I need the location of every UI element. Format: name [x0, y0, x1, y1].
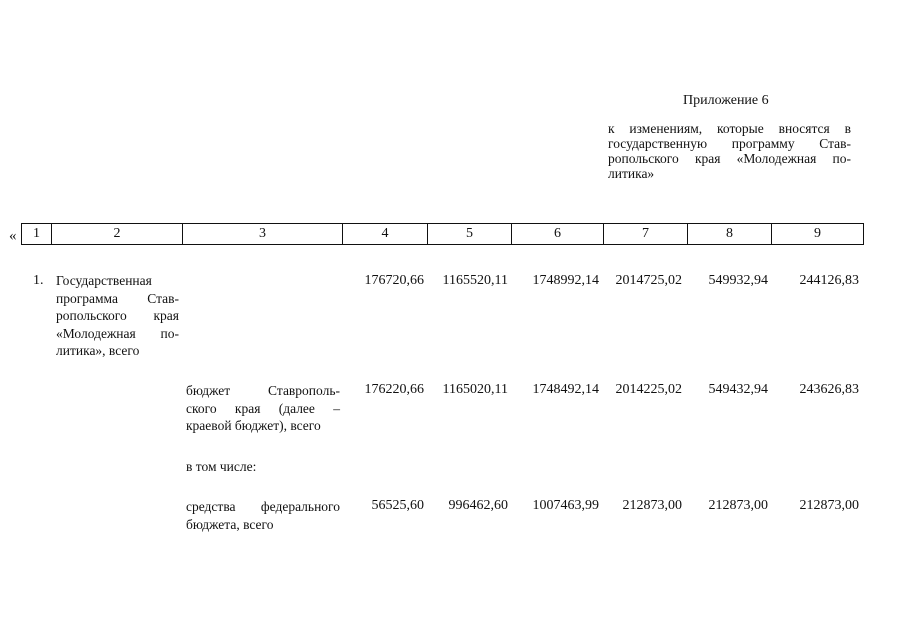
column-number-header: [21, 223, 864, 245]
value-cell: 1007463,99: [532, 498, 599, 513]
value-cell: 549432,94: [708, 382, 768, 397]
funding-source-line: бюджет Ставрополь-: [186, 383, 340, 398]
appendix-subtitle-line: к изменениям, которые вносятся в: [608, 121, 851, 136]
funding-source: [186, 382, 340, 435]
value-cell: 212873,00: [622, 498, 682, 513]
funding-source-line: бюджета, всего: [186, 516, 274, 532]
program-name-line: Государственная: [56, 273, 152, 288]
row-index: 1.: [33, 273, 44, 288]
value-cell: 212873,00: [708, 498, 768, 513]
appendix-subtitle: [608, 121, 851, 181]
funding-source-line: ского края (далее –: [186, 400, 340, 416]
column-number: 4: [343, 224, 428, 245]
column-number: 6: [512, 224, 604, 245]
program-name-line: программа Став-: [56, 290, 179, 306]
value-cell: 1165020,11: [442, 382, 508, 397]
value-cell: 244126,83: [799, 273, 859, 288]
opening-quote: «: [9, 228, 17, 244]
program-name-line: литика», всего: [56, 343, 140, 358]
value-cell: 2014725,02: [615, 273, 682, 288]
program-name-line: «Молодежная по-: [56, 325, 179, 341]
appendix-subtitle-line: литика»: [608, 166, 655, 181]
column-number: 5: [428, 224, 512, 245]
appendix-title: Приложение 6: [683, 93, 769, 108]
column-number: 2: [52, 224, 183, 245]
column-number: 7: [604, 224, 688, 245]
value-cell: 549932,94: [708, 273, 768, 288]
funding-source: [186, 498, 340, 533]
value-cell: 996462,60: [448, 498, 508, 513]
value-cell: 1748492,14: [532, 382, 599, 397]
column-number: 9: [772, 224, 864, 245]
value-cell: 212873,00: [799, 498, 859, 513]
funding-source-line: краевой бюджет), всего: [186, 418, 321, 433]
column-number: 8: [688, 224, 772, 245]
program-name-line: ропольского края: [56, 308, 179, 323]
column-number: 1: [22, 224, 52, 245]
value-cell: 243626,83: [799, 382, 859, 397]
appendix-subtitle-line: государственную программу Став-: [608, 136, 851, 151]
value-cell: 1748992,14: [532, 273, 599, 288]
appendix-subtitle-line: ропольского края «Молодежная по-: [608, 151, 851, 166]
funding-source-line: средства федерального: [186, 499, 340, 514]
program-name: [56, 272, 179, 360]
value-cell: 1165520,11: [442, 273, 508, 288]
column-number: 3: [183, 224, 343, 245]
value-cell: 176220,66: [364, 382, 424, 397]
including-label: в том числе:: [186, 459, 257, 474]
value-cell: 176720,66: [364, 273, 424, 288]
value-cell: 2014225,02: [615, 382, 682, 397]
value-cell: 56525,60: [371, 498, 424, 513]
